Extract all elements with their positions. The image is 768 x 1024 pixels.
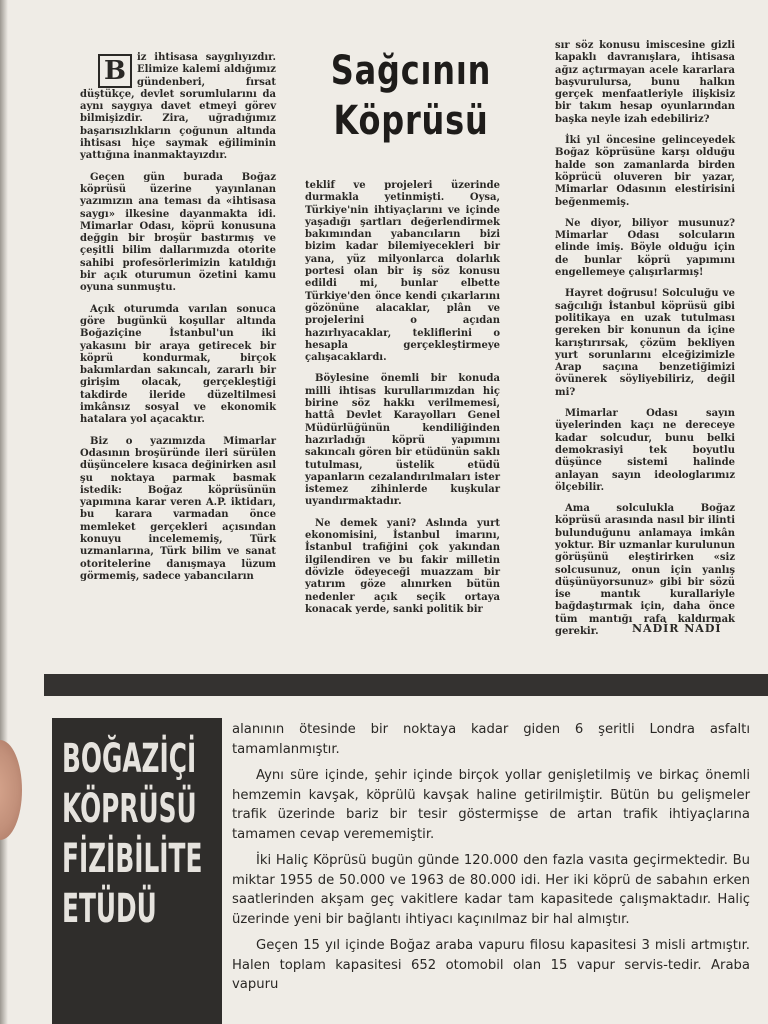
article-paragraph: Ama solculukla Boğaz köprüsü arasında nasıl bir ilinti bulunduğunu anlamaya imkân yoktur. Bir uzmanlar kurulunun görüşünü eleştirirken «siz solcusunuz, onun için yanlış düşünüyorsunuz» gibi bir sözü ise mantık kurallariyle bağdaştırmak için, daha önce tüm mantığı rafa kaldırmak gerekir. [555,503,735,638]
article-paragraph: Ne diyor, biliyor musunuz? Mimarlar Odası solcuların elinde imiş. Böyle olduğu için de bunlar köprü yapımını engellemeye çalışırlarmış! [555,217,735,279]
feature-title-line-1: BOĞAZİÇİ [62,736,197,782]
feature-body [232,720,750,1002]
article-paragraph: Biz o yazımızda Mimarlar Odasının broşüründe ileri sürülen düşüncelere kısaca değinirken asıl şu noktaya parmak basmak istedik: Boğaz köprüsünün yapımına karar veren A.P. iktidarı, bu karara varmadan önce memleket gerçekleri açısından konuyu incelememiş, Türk uzmanlarına, Türk bilim ve sanat otoritelerine danışmaya lüzum görmemiş, sadece yabancıların [80,435,276,582]
article-paragraph: B iz ihtisasa saygılıyızdır. Elimize kalemi aldığımız gündenberi, fırsat düştükçe, devlet sorumlularını da aynı saygıya davet etmeyi görev bilmişizdir. Zira, uğradığımız başarısızlıkların çoğunun altında ihtisası hiçe saymak eğiliminin yattığına inanmaktayızdır. [80,52,276,162]
article-paragraph: Geçen gün burada Boğaz köprüsü üzerine yayınlanan yazımızın ana teması da «ihtisasa saygı» ilkesine dayanmakta idi. Mimarlar Odası, köprü konusuna değgin bir broşür bastırmış ve çeşitli bilim dallarımızda otorite sahibi profesörlerimizin katıldığı bir açık oturumun özetini kamu oyuna sunmuştu. [80,171,276,294]
feature-paragraph: alanının ötesinde bir noktaya kadar giden 6 şeritli Londra asfaltı tamamlanmıştır. [232,722,750,757]
article-paragraph: Mimarlar Odası sayın üyelerinden kaçı ne dereceye kadar solcudur, bunu belki demokrasiyi tek boyutlu düşünce sistemi halinde anlayan sayın ideologlarımız ölçebilir. [555,408,735,493]
drop-cap: B [98,54,132,88]
author-signature: NADİR NADİ [632,622,722,635]
section-divider-bar [44,674,768,696]
feature-title [62,734,203,934]
article-column-1 [80,52,276,592]
article-paragraph: İki yıl öncesine gelinceyedek Boğaz köprüsüne karşı olduğu halde son zamanlarda birden köprücü oluveren bir yazar, Mimarlar Odasının elestirisini beğenmemiş. [555,135,735,208]
feature-title-line-4: ETÜDÜ [62,886,157,932]
feature-title-line-3: FİZİBİLİTE [62,836,203,882]
feature-paragraph: İki Haliç Köprüsü bugün günde 120.000 den fazla vasıta geçirmektedir. Bu miktar 1955 de 50.000 ve 1963 de 80.000 idi. Her iki köprü de sabahın erken saatlerinden akşam geç vakitlere kadar tam kapasitede çalışmaktadır. Haliç üzerinde yeni bir bağlantı ihtiyacı kaçınılmaz bir hal almıştır. [232,853,750,927]
article-paragraph: Açık oturumda varılan sonuca göre bugünkü koşullar altında Boğaziçine İstanbul'un iki yakasını bir araya getirecek bir köprü kondurmak, birçok bakımlardan sakıncalı, zararlı bir girişim olacak, gerçekleştiği takdirde ileride düzeltilmesi imkânsız sosyal ve ekonomik hatalara yol açacaktır. [80,303,276,426]
headline-line-2: Köprüsü [333,98,489,144]
article-paragraph: Böylesine önemli bir konuda milli ihtisas kurullarımızdan hiç birine söz hakkı verilmemesi, hattâ Devlet Karayolları Genel Müdürlüğünün kendiliğinden hazırladığı köprü yapımını sakıncalı gören bir etüdünün saklı tutulması, üstelik etüdü yapanların cezalandırılmaları ister istemez zihinlerde kuşkular uyandırmaktadır. [305,373,500,508]
page-edge-shadow [0,0,8,1024]
article-column-3 [555,40,735,647]
article-column-2 [305,180,500,625]
article-headline [319,46,503,146]
feature-paragraph: Aynı süre içinde, şehir içinde birçok yollar genişletilmiş ve birkaç önemli hemzemin kavşak, köprülü kavşak haline getirilmiştir. Bütün bu gelişmeler trafik üzerinde bariz bir tesir göstermişse de artan trafik ihtiyaçlarına tamamen cevap verememiştir. [232,768,750,842]
holding-finger [0,740,22,840]
headline-line-1: Sağcının [330,48,492,94]
article-paragraph: Hayret doğrusu! Solculuğu ve sağcılığı İstanbul köprüsü gibi politikaya en uzak tutulması gereken bir konunun da içine karıştırırsak, çözüm bekliyen yurt sorunlarını elceğizimizle Arap saçına benzetiğimizi övünerek söyliyebiliriz, değil mi? [555,288,735,398]
article-paragraph: sır söz konusu imiscesine gizli kapaklı davranışlara, ihtisasa ağız açtırmayan acele kararlara başvurulursa, bunu halkın gerçek menfaatleriyle ilişkisiz bir takım hesap oyunlarından başka neyle izah edebiliriz? [555,40,735,125]
article-paragraph: Ne demek yani? Aslında yurt ekonomisini, İstanbul imarını, İstanbul trafiğini çok yakından ilgilendiren ve bu fakir milletin dövizle ödeyeceği muazzam bir yatırım göze alınırken bütün nedenler açık seçik ortaya konacak yerde, sanki politik bir [305,517,500,615]
article-paragraph: teklif ve projeleri üzerinde durmakla yetinmişti. Oysa, Türkiye'nin ihtiyaçlarını ve içinde yaşadığı şartları değerlendirmek bakımından yabancıların bizi bizim kadar bilemiyecekleri bir yana, yüz milyonlarca dolarlık portesi olan bir iş söz konusu edildi mi, bunlar elbette Türkiye'den önce kendi çıkarlarını gözönüne alacaklar, plân ve projelerini o açıdan hazırlıyacaklar, tekliflerini o hesapla gerçekleştirmeye çalışacaklardı. [305,180,500,364]
feature-paragraph: Geçen 15 yıl içinde Boğaz araba vapuru filosu kapasitesi 3 misli artmıştır. Halen toplam kapasitesi 652 otomobil olan 15 vapur servis-tedir. Araba vapuru [232,938,750,992]
feature-title-line-2: KÖPRÜSÜ [62,786,197,832]
